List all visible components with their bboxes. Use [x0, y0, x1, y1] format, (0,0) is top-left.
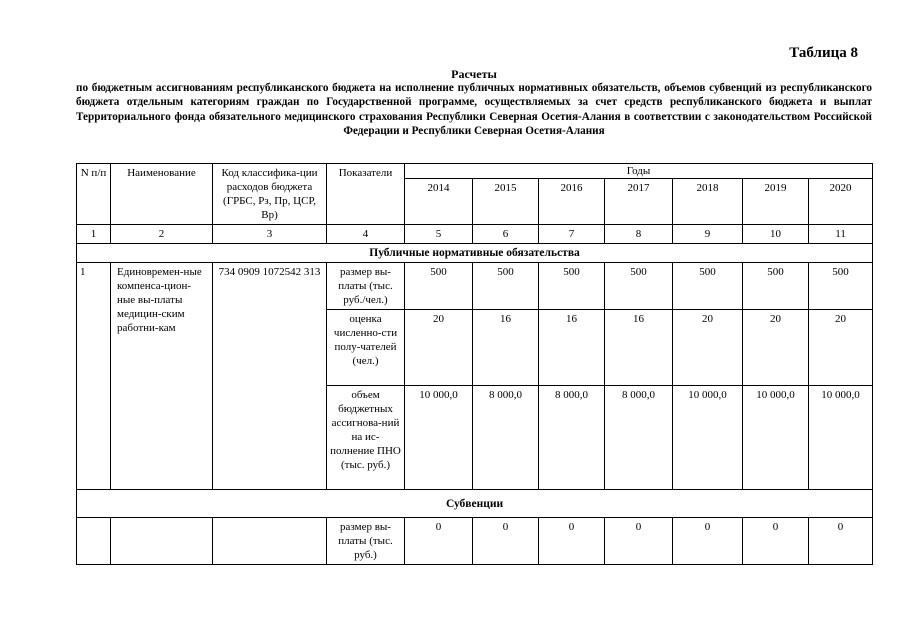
row-code: [213, 518, 327, 565]
indicator-label: размер вы-платы (тыс. руб.): [327, 518, 405, 565]
table-cell: 500: [743, 263, 809, 310]
table-number: Таблица 8: [789, 45, 858, 61]
table-cell: 16: [605, 310, 673, 386]
column-number: 9: [673, 225, 743, 244]
column-number-row: [77, 225, 873, 244]
table-cell: 20: [809, 310, 873, 386]
header-num: N п/п: [77, 164, 111, 225]
table-cell: 10 000,0: [405, 386, 473, 490]
section-title: Публичные нормативные обязательства: [77, 244, 873, 263]
table-cell: 500: [605, 263, 673, 310]
table-row: [77, 263, 873, 310]
column-number: 3: [213, 225, 327, 244]
column-number: 6: [473, 225, 539, 244]
column-number: 11: [809, 225, 873, 244]
section-public-obligations: [77, 244, 873, 263]
section-title: Субвенции: [77, 490, 873, 518]
column-number: 5: [405, 225, 473, 244]
row-name: Единовремен-ные компенса-цион-ные вы-платы медицин-ским работни-кам: [111, 263, 213, 490]
indicator-label: размер вы-платы (тыс. руб./чел.): [327, 263, 405, 310]
table-cell: 20: [673, 310, 743, 386]
header-year: 2016: [539, 179, 605, 225]
row-code: 734 0909 1072542 313: [213, 263, 327, 490]
table-cell: 500: [809, 263, 873, 310]
column-number: 2: [111, 225, 213, 244]
table-cell: 0: [539, 518, 605, 565]
table-cell: 20: [405, 310, 473, 386]
indicator-label: объем бюджетных ассигнова-ний на ис-полнение ПНО (тыс. руб.): [327, 386, 405, 490]
header-row-1: [77, 164, 873, 179]
table-cell: 0: [605, 518, 673, 565]
table-cell: 10 000,0: [743, 386, 809, 490]
column-number: 8: [605, 225, 673, 244]
title-body: по бюджетным ассигнованиям республиканского бюджета на исполнение публичных нормативных обязательств, объемов субвенций из республиканского бюджета отдельным категориям граждан по Государственной программе, осуществляемых за счет средств республиканского бюджета и выплат Территориального фонда обязательного медицинского страхования Республики Северная Осетия-Алания в соответствии с законодательством Российской Федерации и Республики Северная Осетия-Алания: [76, 82, 872, 137]
column-number: 10: [743, 225, 809, 244]
table-cell: 10 000,0: [673, 386, 743, 490]
table-cell: 8 000,0: [539, 386, 605, 490]
table-cell: 500: [673, 263, 743, 310]
table-cell: 16: [473, 310, 539, 386]
row-num: 1: [77, 263, 111, 490]
header-year: 2015: [473, 179, 539, 225]
table-cell: 500: [539, 263, 605, 310]
table-cell: 500: [405, 263, 473, 310]
table-cell: 10 000,0: [809, 386, 873, 490]
table-cell: 8 000,0: [605, 386, 673, 490]
header-code: Код классифика-ции расходов бюджета (ГРБС, Рз, Пр, ЦСР, Вр): [213, 164, 327, 225]
header-name: Наименование: [111, 164, 213, 225]
title-line-1: Расчеты: [451, 67, 497, 81]
header-year: 2017: [605, 179, 673, 225]
header-year: 2019: [743, 179, 809, 225]
table-cell: 16: [539, 310, 605, 386]
table-cell: 0: [405, 518, 473, 565]
table-cell: 0: [673, 518, 743, 565]
table-row: [77, 518, 873, 565]
header-years-group: Годы: [405, 164, 873, 179]
header-year: 2020: [809, 179, 873, 225]
header-year: 2014: [405, 179, 473, 225]
row-num: [77, 518, 111, 565]
calculation-table: [76, 163, 873, 565]
table-cell: 500: [473, 263, 539, 310]
column-number: 1: [77, 225, 111, 244]
header-indicators: Показатели: [327, 164, 405, 225]
header-year: 2018: [673, 179, 743, 225]
section-subventions: [77, 490, 873, 518]
table-cell: 0: [809, 518, 873, 565]
table-cell: 8 000,0: [473, 386, 539, 490]
column-number: 7: [539, 225, 605, 244]
table-cell: 0: [473, 518, 539, 565]
table-cell: 20: [743, 310, 809, 386]
column-number: 4: [327, 225, 405, 244]
table-cell: 0: [743, 518, 809, 565]
indicator-label: оценка численно-сти полу-чателей (чел.): [327, 310, 405, 386]
document-title: [76, 67, 872, 138]
row-name: [111, 518, 213, 565]
